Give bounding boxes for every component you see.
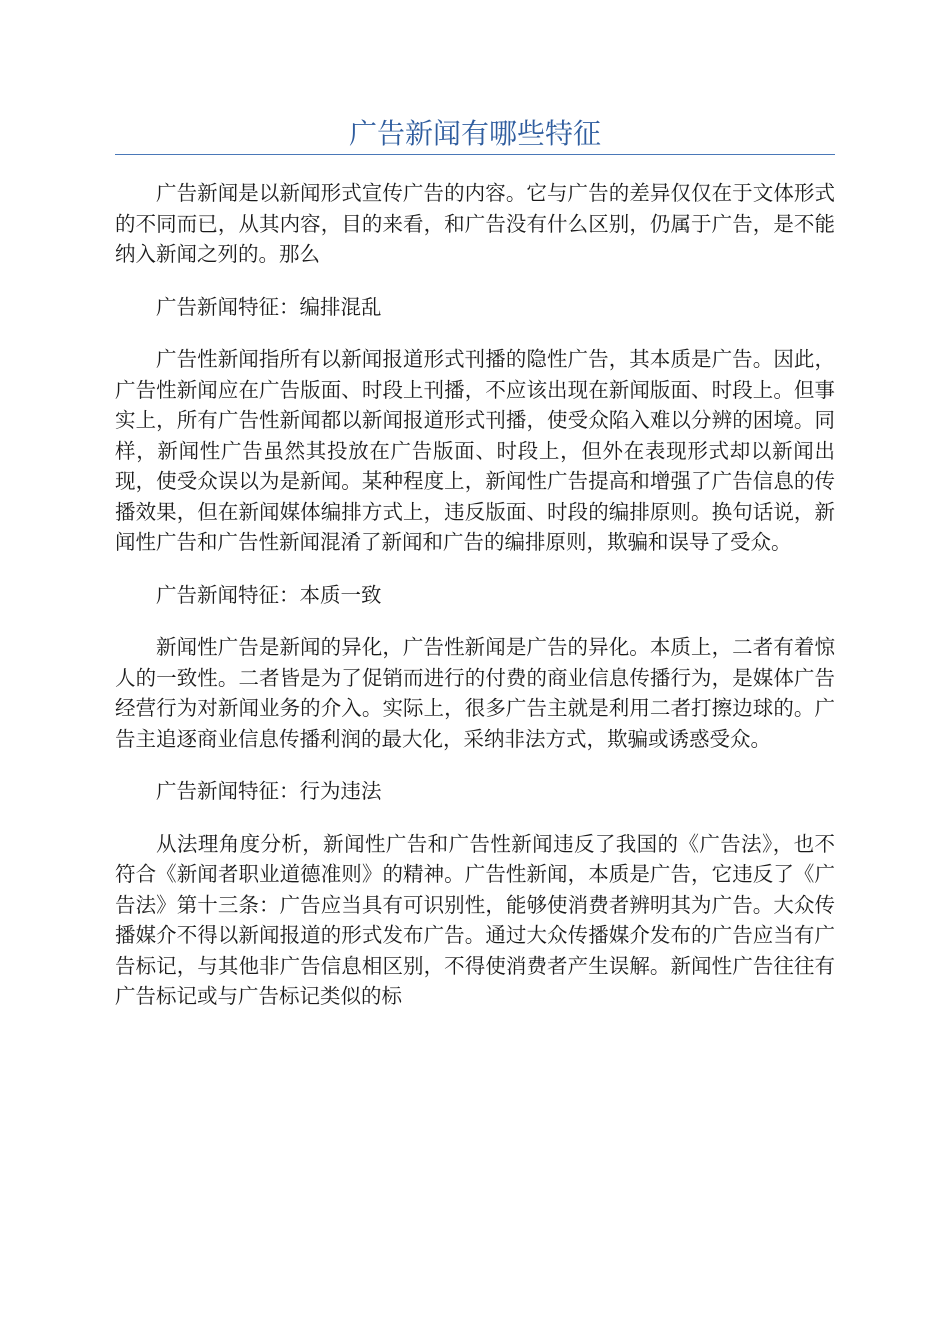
- section-heading-essence: 广告新闻特征：本质一致: [156, 582, 382, 607]
- document-body: [115, 178, 835, 1034]
- paragraph-layout: 广告性新闻指所有以新闻报道形式刊播的隐性广告，其本质是广告。因此，广告性新闻应在广告版面、时段上刊播，不应该出现在新闻版面、时段上。但事实上，所有广告性新闻都以新闻报道形式刊播，使受众陷入难以分辨的困境。同样，新闻性广告虽然其投放在广告版面、时段上，但外在表现形式却以新闻出现，使受众误以为是新闻。某种程度上，新闻性广告提高和增强了广告信息的传播效果，但在新闻媒体编排方式上，违反版面、时段的编排原则。换句话说，新闻性广告和广告性新闻混淆了新闻和广告的编排原则，欺骗和误导了受众。: [115, 347, 835, 554]
- section-heading-layout: 广告新闻特征：编排混乱: [156, 294, 382, 319]
- section-heading-illegal: 广告新闻特征：行为违法: [156, 779, 382, 803]
- document-title: 广告新闻有哪些特征: [348, 117, 601, 150]
- paragraph-intro: 广告新闻是以新闻形式宣传广告的内容。它与广告的差异仅仅在于文体形式的不同而已，从其内容，目的来看，和广告没有什么区别，仍属于广告，是不能纳入新闻之列的。那么: [115, 181, 835, 266]
- paragraph-essence: 新闻性广告是新闻的异化，广告性新闻是广告的异化。本质上，二者有着惊人的一致性。二者皆是为了促销而进行的付费的商业信息传播行为，是媒体广告经营行为对新闻业务的介入。实际上，很多广告主就是利用二者打擦边球的。广告主追逐商业信息传播利润的最大化，采纳非法方式，欺骗或诱惑受众。: [115, 635, 835, 751]
- title-underline: [115, 154, 835, 155]
- paragraph-illegal: 从法理角度分析，新闻性广告和广告性新闻违反了我国的《广告法》，也不符合《新闻者职业道德准则》的精神。广告性新闻，本质是广告，它违反了《广告法》第十三条：广告应当具有可识别性，能够使消费者辨明其为广告。大众传播媒介不得以新闻报道的形式发布广告。通过大众传播媒介发布的广告应当有广告标记，与其他非广告信息相区别，不得使消费者产生误解。新闻性广告往往有广告标记或与广告标记类似的标: [115, 831, 835, 1008]
